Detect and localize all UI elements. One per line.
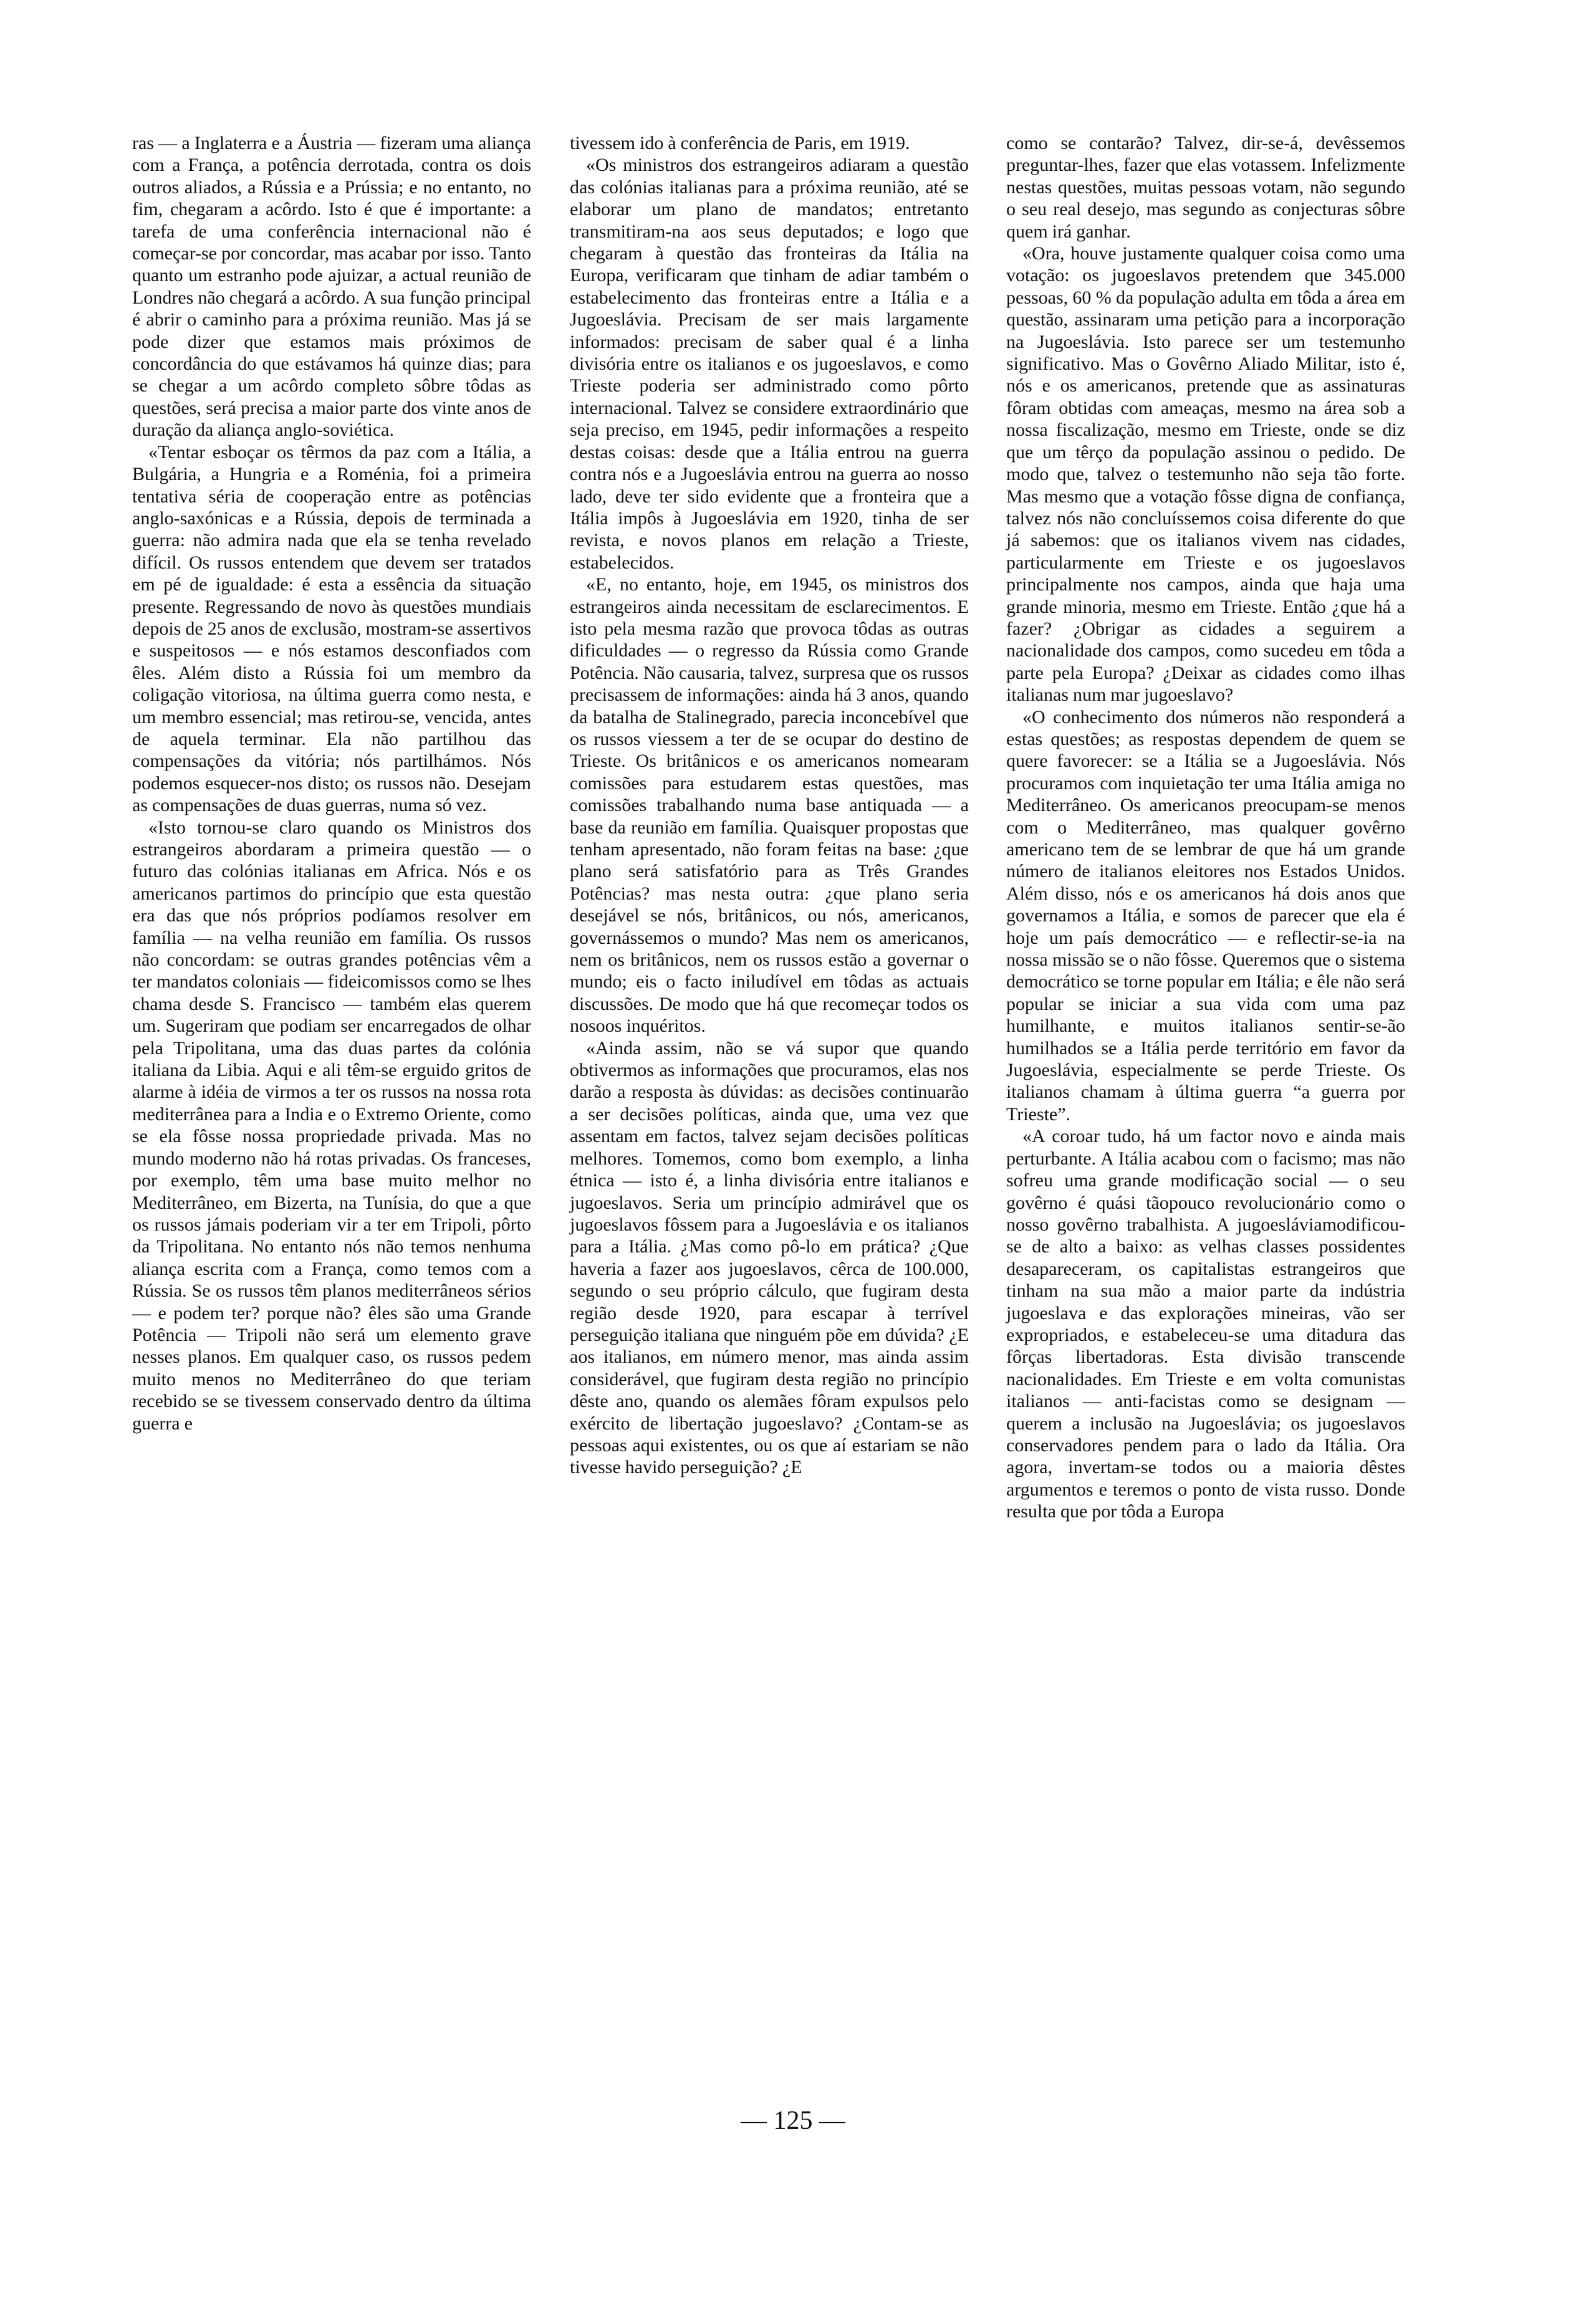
paragraph: como se contarão? Talvez, dir-se-á, devêssemos preguntar-lhes, fazer que elas votassem. Infelizmente nestas questões, muitas pessoas votam, não segundo o seu real desejo, mas segundo as conjecturas sôbre quem irá ganhar. [1006, 133, 1405, 242]
paragraph: «Isto tornou-se claro quando os Ministros dos estrangeiros abordaram a primeira questão — o futuro das colónias italianas em Africa. Nós e os americanos partimos do princípio que esta questão era das que nós próprios podíamos resolver em família — na velha reunião em família. Os russos não concordam: se outras grandes potências vêm a ter mandatos coloniais — fideicomissos como se lhes chama desde S. Francisco — também elas querem um. Sugeriram que podiam ser encarregados de olhar pela Tripolitana, uma das duas partes da colónia italiana da Libia. Aqui e ali têm-se erguido gritos de alarme à idéia de virmos a ter os russos na nossa rota mediterrânea para a India e o Extremo Oriente, como se ela fôsse nossa propriedade privada. Mas no mundo moderno não há rotas privadas. Os franceses, por exemplo, têm uma base muito melhor no Mediterrâneo, em Bizerta, na Tunísia, do que a que os russos jámais poderiam vir a ter em Tripoli, pôrto da Tripolitana. No entanto nós não temos nenhuma aliança escrita com a França, como temos com a Rússia. Se os russos têm planos mediterrâneos sérios — e podem ter? porque não? êles são uma Grande Potência — Tripoli não será um elemento grave nesses planos. Em qualquer caso, os russos pedem muito menos no Mediterrâneo do que teriam recebido se se tivessem conservado dentro da última guerra e [132, 817, 531, 1434]
paragraph: «E, no entanto, hoje, em 1945, os ministros dos estrangeiros ainda necessitam de esclarecimentos. E isto pela mesma razão que provoca tôdas as outras dificuldades — o regresso da Rússia como Grande Potência. Não causaria, talvez, surpresa que os russos precisassem de informações: ainda há 3 anos, quando da batalha de Stalinegrado, parecia inconcebível que os russos viessem a ter de se ocupar do destino de Trieste. Os britânicos e os americanos nomearam comissões para estudarem estas questões, mas comissões trabalhando numa base antiquada — a base da reunião em família. Quaisquer propostas que tenham apresentado, não foram feitas na base: ¿que plano será satisfatório para as Três Grandes Potências? mas nesta outra: ¿que plano seria desejável se nós, britânicos, ou nós, americanos, governássemos o mundo? Mas nem os americanos, nem os britânicos, nem os russos estão a governar o mundo; eis o facto iniludível em tôdas as actuais discussões. De modo que há que recomeçar todos os nosoos inquéritos. [570, 574, 969, 1037]
paragraph: «O conhecimento dos números não responderá a estas questões; as respostas dependem de quem se quere favorecer: se a Itália se a Jugoeslávia. Nós procuramos com inquietação ter uma Itália amiga no Mediterrâneo. Os americanos preocupam-se menos com o Mediterrâneo, mas qualquer govêrno americano tem de se lembrar de que há um grande número de italianos eleitores nos Estados Unidos. Além disso, nós e os americanos há dois anos que governamos a Itália, e somos de parecer que ela é hoje um país democrático — e reflectir-se-ia na nossa missão se o não fôsse. Queremos que o sistema democrático se torne popular em Itália; e êle não será popular se iniciar a sua vida com uma paz humilhante, e muitos italianos sentir-se-ão humilhados se a Itália perde território em favor da Jugoeslávia, especialmente se perde Trieste. Os italianos chamam à última guerra “a guerra por Trieste”. [1006, 706, 1405, 1125]
text-column-1 [132, 132, 531, 1434]
text-column-2 [570, 132, 969, 1479]
paragraph: ras — a Inglaterra e a Áustria — fizeram uma aliança com a França, a potência derrotada, contra os dois outros aliados, a Rússia e a Prússia; e no entanto, no fim, chegaram a acôrdo. Isto é que é importante: a tarefa de uma conferência internacional não é começar-se por concordar, mas acabar por isso. Tanto quanto um estranho pode ajuizar, a actual reunião de Londres não chegará a acôrdo. A sua função principal é abrir o caminho para a próxima reunião. Mas já se pode dizer que estamos mais próximos de concordância do que estávamos há quinze dias; para se chegar a um acôrdo completo sôbre tôdas as questões, será precisa a maior parte dos vinte anos de duração da aliança anglo-soviética. [132, 133, 531, 441]
paragraph: «A coroar tudo, há um factor novo e ainda mais perturbante. A Itália acabou com o facismo; mas não sofreu uma grande modificação social — o seu govêrno é quási tãopouco revolucionário como o nosso govêrno trabalhista. A jugoesláviamodificou-se de alto a baixo: as velhas classes possidentes desapareceram, os capitalistas estrangeiros que tinham na sua mão a maior parte da indústria jugoeslava e das explorações mineiras, vão ser expropriados, e estabeleceu-se uma ditadura das fôrças libertadoras. Esta divisão transcende nacionalidades. Em Trieste e em volta comunistas italianos — anti-facistas como se designam — querem a inclusão na Jugoeslávia; os jugoeslavos conservadores pendem para o lado da Itália. Ora agora, invertam-se todos ou a maioria dêstes argumentos e teremos o ponto de vista russo. Donde resulta que por tôda a Europa [1006, 1126, 1405, 1522]
paragraph: «Tentar esboçar os têrmos da paz com a Itália, a Bulgária, a Hungria e a Roménia, foi a primeira tentativa séria de cooperação entre as potências anglo-saxónicas e a Rússia, depois de terminada a guerra: não admira nada que ela se tenha revelado difícil. Os russos entendem que devem ser tratados em pé de igualdade: é esta a essência da situação presente. Regressando de novo às questões mundiais depois de 25 anos de exclusão, mostram-se assertivos e suspeitosos — e nós estamos desconfiados com êles. Além disto a Rússia foi um membro da coligação vitoriosa, na última guerra como nesta, e um membro essencial; mas retirou-se, vencida, antes de aquela terminar. Ela não partilhou das compensações da vitória; nós partilhámos. Nós podemos esquecer-nos disto; os russos não. Desejam as compensações de duas guerras, numa só vez. [132, 441, 531, 816]
paragraph: «Ainda assim, não se vá supor que quando obtivermos as informações que procuramos, elas nos darão a resposta às dúvidas: as decisões continuarão a ser decisões políticas, ainda que, uma vez que assentam em factos, talvez sejam decisões políticas melhores. Tomemos, como bom exemplo, a linha étnica — isto é, a linha divisória entre italianos e jugoeslavos. Seria um princípio admirável que os jugoeslavos fôssem para a Jugoeslávia e os italianos para a Itália. ¿Mas como pô-lo em prática? ¿Que haveria a fazer aos jugoeslavos, cêrca de 100.000, segundo o seu próprio cálculo, que fugiram desta região desde 1920, para escapar à terrível perseguição italiana que ninguém põe em dúvida? ¿E aos italianos, em número menor, mas ainda assim considerável, que fugiram desta região no princípio dêste ano, quando os alemães fôram expulsos pelo exército de libertação jugoeslavo? ¿Contam-se as pessoas aqui existentes, ou os que aí estariam se não tivesse havido perseguição? ¿E [570, 1037, 969, 1478]
paragraph: «Ora, houve justamente qualquer coisa como uma votação: os jugoeslavos pretendem que 345.000 pessoas, 60 % da população adulta em tôda a área em questão, assinaram uma petição para a incorporação na Jugoeslávia. Isto parece ser um testemunho significativo. Mas o Govêrno Aliado Militar, isto é, nós e os americanos, pretende que as assinaturas fôram obtidas com ameaças, mesmo na área sob a nossa fiscalização, mesmo em Trieste, onde se diz que um têrço da população assinou o pedido. De modo que, talvez o testemunho não seja tão forte. Mas mesmo que a votação fôsse digna de confiança, talvez nós não concluíssemos coisa diferente do que já sabemos: que os italianos vivem nas cidades, particularmente em Trieste e os jugoeslavos principalmente nos campos, ainda que haja uma grande minoria, mesmo em Trieste. Então ¿que há a fazer? ¿Obrigar as cidades a seguirem a nacionalidade dos campos, como sucedeu em tôda a parte pela Europa? ¿Deixar as cidades como ilhas italianas num mar jugoeslavo? [1006, 243, 1405, 706]
paragraph: «Os ministros dos estrangeiros adiaram a questão das colónias italianas para a próxima reunião, até se elaborar um plano de mandatos; entretanto transmitiram-na aos seus deputados; e logo que chegaram à questão das fronteiras da Itália na Europa, verificaram que tinham de adiar também o estabelecimento das fronteiras entre a Itália e a Jugoeslávia. Precisam de ser mais largamente informados: precisam de saber qual é a linha divisória entre os italianos e os jugoeslavos, e como Trieste poderia ser administrado como pôrto internacional. Talvez se considere extraordinário que seja preciso, em 1945, pedir informações a respeito destas coisas: desde que a Itália entrou na guerra contra nós e a Jugoeslávia entrou na guerra ao nosso lado, deve ter sido evidente que a fronteira que a Itália impôs à Jugoeslávia em 1920, tinha de ser revista, e novos planos em relação a Trieste, estabelecidos. [570, 155, 969, 573]
page-number: — 125 — [741, 2106, 845, 2135]
text-column-3 [1006, 132, 1405, 1523]
paragraph: tivessem ido à conferência de Paris, em 1919. [570, 133, 910, 153]
